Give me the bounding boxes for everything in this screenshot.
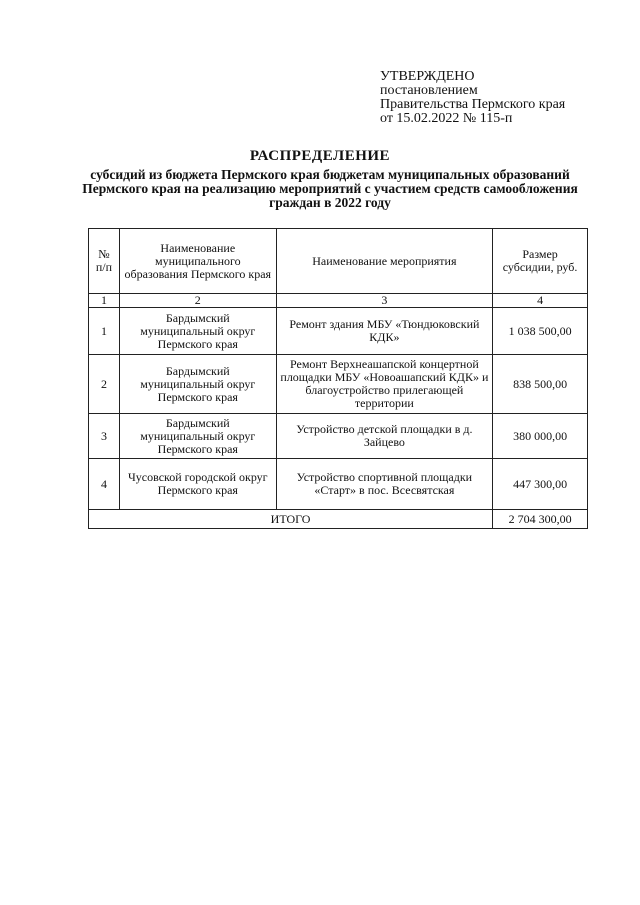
- header-number: № п/п: [89, 229, 120, 294]
- row-event: Ремонт Верхнеашапской концертной площадки МБУ «Новоашапский КДК» и благоустройство прилегающей территории: [276, 355, 492, 414]
- row-event: Ремонт здания МБУ «Тюндюковский КДК»: [276, 308, 492, 355]
- header-municipality: Наименование муниципального образования Пермского края: [119, 229, 276, 294]
- table-row: [89, 459, 588, 510]
- table-row: [89, 308, 588, 355]
- total-label: ИТОГО: [89, 510, 493, 529]
- row-municipality: Бардымский муниципальный округ Пермского края: [119, 414, 276, 459]
- row-amount: 380 000,00: [493, 414, 588, 459]
- column-number: 4: [493, 294, 588, 308]
- approval-stamp: [380, 70, 620, 126]
- approval-line-date: от 15.02.2022 № 115-п: [380, 111, 513, 126]
- column-number: 2: [119, 294, 276, 308]
- approval-line-government: Правительства Пермского края: [380, 97, 566, 112]
- row-number: 4: [89, 459, 120, 510]
- row-municipality: Чусовской городской округ Пермского края: [119, 459, 276, 510]
- approval-line-decree: постановлением: [380, 83, 478, 98]
- column-number: 1: [89, 294, 120, 308]
- total-row: [89, 510, 588, 529]
- table-header-row: [89, 229, 588, 294]
- row-number: 3: [89, 414, 120, 459]
- approval-heading: УТВЕРЖДЕНО: [380, 69, 475, 84]
- row-event: Устройство спортивной площадки «Старт» в пос. Всесвятская: [276, 459, 492, 510]
- header-event: Наименование мероприятия: [276, 229, 492, 294]
- row-amount: 838 500,00: [493, 355, 588, 414]
- row-event: Устройство детской площадки в д. Зайцево: [276, 414, 492, 459]
- row-number: 2: [89, 355, 120, 414]
- table-row: [89, 414, 588, 459]
- column-number: 3: [276, 294, 492, 308]
- row-municipality: Бардымский муниципальный округ Пермского края: [119, 308, 276, 355]
- row-amount: 1 038 500,00: [493, 308, 588, 355]
- row-municipality: Бардымский муниципальный округ Пермского края: [119, 355, 276, 414]
- column-numbers-row: [89, 294, 588, 308]
- table-row: [89, 355, 588, 414]
- document-subtitle: субсидий из бюджета Пермского края бюджетам муниципальных образований Пермского края на реализацию мероприятий с участием средств самообложения граждан в 2022 году: [82, 167, 578, 210]
- document-title: РАСПРЕДЕЛЕНИЕ: [249, 148, 391, 164]
- total-amount: 2 704 300,00: [493, 510, 588, 529]
- row-number: 1: [89, 308, 120, 355]
- row-amount: 447 300,00: [493, 459, 588, 510]
- header-amount: Размер субсидии, руб.: [493, 229, 588, 294]
- distribution-table: [88, 228, 588, 529]
